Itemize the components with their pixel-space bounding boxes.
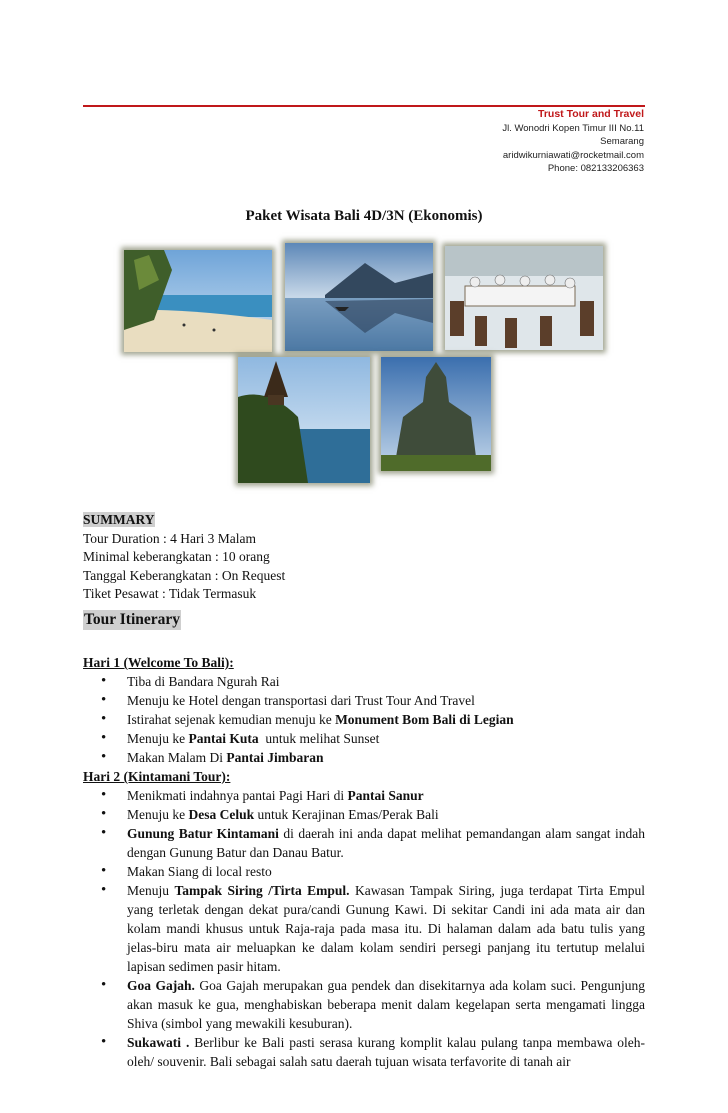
header-rule (83, 105, 645, 107)
company-phone: Phone: 082133206363 (547, 163, 644, 175)
summary-duration: Tour Duration : 4 Hari 3 Malam (83, 530, 257, 546)
summary-departure-date: Tanggal Keberangkatan : On Request (83, 567, 286, 583)
list-item: • Makan Siang di local resto (127, 862, 645, 881)
list-item: • Istirahat sejenak kemudian menuju ke Monument Bom Bali di Legian (127, 710, 645, 729)
photo-statue (381, 357, 491, 471)
list-item: • Tiba di Bandara Ngurah Rai (127, 672, 645, 691)
list-item: • Menuju ke Hotel dengan transportasi dari Trust Tour And Travel (127, 691, 645, 710)
list-item: • Menuju ke Desa Celuk untuk Kerajinan Emas/Perak Bali (127, 805, 645, 824)
list-item: • Menuju ke Pantai Kuta untuk melihat Sunset (127, 729, 645, 748)
summary-block (83, 511, 285, 604)
day-2-title: Hari 2 (Kintamani Tour): (83, 769, 231, 784)
list-item: • Menikmati indahnya pantai Pagi Hari di Pantai Sanur (127, 786, 645, 805)
day-2-list (83, 786, 645, 1071)
photo-beach (124, 250, 272, 352)
list-item: • Sukawati . Berlibur ke Bali pasti serasa kurang komplit kalau pulang tanpa membawa oleh-oleh/ souvenir. Bali sebagai salah satu daerah tujuan wisata terfavorite di tanah air (127, 1033, 645, 1071)
list-item: • Gunung Batur Kintamani di daerah ini anda dapat melihat pemandangan alam sangat indah dengan Gunung Batur dan Danau Batur. (127, 824, 645, 862)
summary-flight-ticket: Tiket Pesawat : Tidak Termasuk (83, 586, 257, 602)
photo-temple (238, 357, 370, 483)
page-title: Paket Wisata Bali 4D/3N (Ekonomis) (245, 208, 483, 224)
company-email: aridwikurniawati@rocketmail.com (502, 149, 644, 161)
company-city: Semarang (600, 136, 644, 148)
summary-min-participants: Minimal keberangkatan : 10 orang (83, 549, 270, 565)
company-info (502, 108, 644, 176)
day-1-title: Hari 1 (Welcome To Bali): (83, 655, 234, 670)
photo-dinner (445, 246, 603, 350)
itinerary-heading: Tour Itinerary (84, 611, 181, 628)
list-item: • Makan Malam Di Pantai Jimbaran (127, 748, 645, 767)
list-item: • Goa Gajah. Goa Gajah merupakan gua pendek dan disekitarnya ada kolam suci. Pengunjung akan masuk ke gua, menghabiskan beberapa menit dalam kegelapan serta mengamati lingga Shiva (simbol yang mewakili kesuburan). (127, 976, 645, 1033)
photo-lake (285, 243, 433, 351)
company-address: Jl. Wonodri Kopen Timur III No.11 (502, 122, 644, 134)
itinerary (83, 653, 645, 1071)
day-1-list (83, 672, 645, 767)
summary-heading: SUMMARY (83, 512, 155, 527)
list-item: • Menuju Tampak Siring /Tirta Empul. Kawasan Tampak Siring, juga terdapat Tirta Empul yang terletak dengan dekat pura/candi Gunung Kawi. Di sekitar Candi ini ada mata air dan kolam mandi khusus untuk Raja-raja pada masa itu. Di halaman dalam ada batu tulis yang jelas-biru mata air meluapkan ke dalam kolam sendiri persegi panjang itu tertutup melalui lapisan sedimen pasir hitam. (127, 881, 645, 976)
company-name: Trust Tour and Travel (538, 108, 644, 120)
